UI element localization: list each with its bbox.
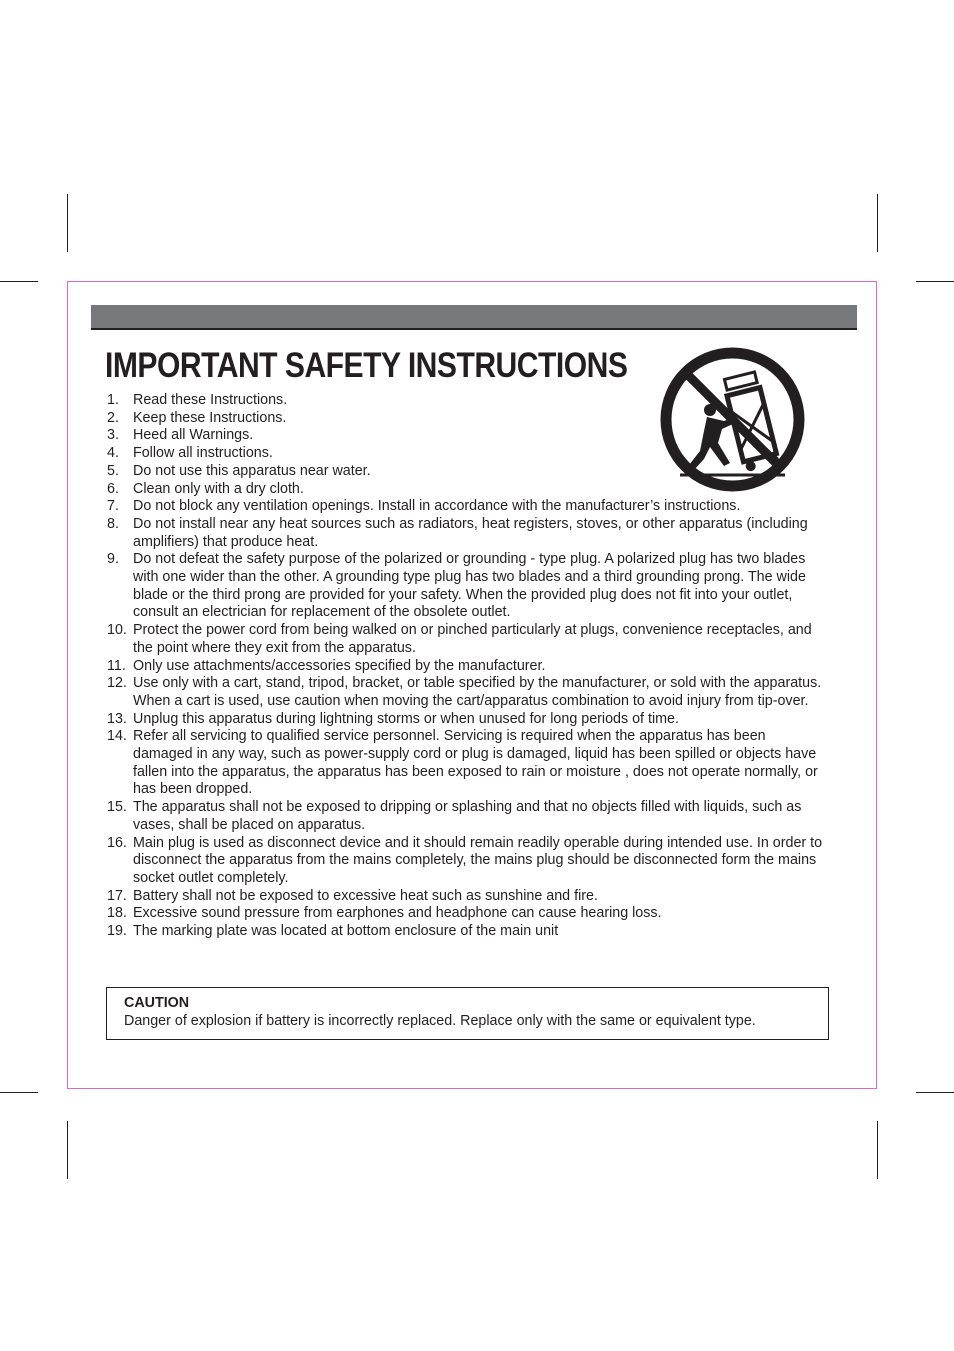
list-item-number: 7. <box>107 498 119 515</box>
list-item-number: 12. <box>107 675 127 692</box>
list-item-text: Do not block any ventilation openings. Install in accordance with the manufacturer’s instructions. <box>133 498 741 515</box>
list-item-text: Keep these Instructions. <box>133 409 287 426</box>
list-item-text: Refer all servicing to qualified service personnel. Servicing is required when the apparatus has been damaged in any way, such as power-supply cord or plug is damaged, liquid has been spilled or objects have fallen into the apparatus, the apparatus has been exposed to rain or moisture , does not operate normally, or has been dropped. <box>133 728 818 798</box>
list-item <box>107 728 827 799</box>
list-item <box>107 711 827 729</box>
list-item <box>107 410 827 428</box>
list-item <box>107 463 827 481</box>
list-item-text: Do not install near any heat sources such as radiators, heat registers, stoves, or other apparatus (including amplifiers) that produce heat. <box>133 515 808 550</box>
list-item-number: 17. <box>107 887 127 904</box>
crop-mark-top-right <box>877 194 878 252</box>
list-item <box>107 516 827 551</box>
list-item-text: Do not defeat the safety purpose of the polarized or grounding - type plug. A polarized plug has two blades with one wider than the other. A grounding type plug has two blades and a third grounding prong. The wide blade or the third prong are provided for your safety. When the provided plug does not fit into your outlet, consult an electrician for replacement of the obsolete outlet. <box>133 551 806 621</box>
list-item-number: 11. <box>107 657 126 674</box>
list-item-number: 18. <box>107 905 127 922</box>
list-item-text: Unplug this apparatus during lightning storms or when unused for long periods of time. <box>133 710 679 727</box>
list-item-text: Battery shall not be exposed to excessive heat such as sunshine and fire. <box>133 887 598 904</box>
list-item-text: Excessive sound pressure from earphones and headphone can cause hearing loss. <box>133 905 662 922</box>
caution-heading: CAUTION <box>124 995 190 1011</box>
list-item-number: 8. <box>107 515 119 532</box>
list-item-number: 15. <box>107 799 127 816</box>
list-item <box>107 392 827 410</box>
list-item <box>107 905 827 923</box>
list-item-text: Only use attachments/accessories specified by the manufacturer. <box>133 657 546 674</box>
list-item-text: Heed all Warnings. <box>133 427 254 444</box>
list-item-text: Clean only with a dry cloth. <box>133 480 304 497</box>
crop-mark-right-bottom <box>916 1092 954 1093</box>
list-item <box>107 675 827 710</box>
list-item-text: The apparatus shall not be exposed to dripping or splashing and that no objects filled with liquids, such as vases, shall be placed on apparatus. <box>133 799 802 833</box>
list-item-number: 10. <box>107 622 127 639</box>
list-item-number: 14. <box>107 728 127 745</box>
list-item-number: 5. <box>107 462 119 479</box>
list-item-text: Follow all instructions. <box>133 445 273 462</box>
list-item <box>107 888 827 906</box>
list-item-number: 9. <box>107 551 119 568</box>
list-item-number: 2. <box>107 409 119 426</box>
list-item-text: Main plug is used as disconnect device and it should remain readily operable during intended use. In order to disconnect the apparatus from the mains completely, the mains plug should be disconnected form the mains socket outlet completely. <box>133 834 823 886</box>
list-item <box>107 658 827 676</box>
list-item <box>107 923 827 941</box>
list-item <box>107 799 827 834</box>
list-item-number: 6. <box>107 480 119 497</box>
list-item <box>107 445 827 463</box>
list-item-number: 19. <box>107 923 127 940</box>
crop-mark-left-bottom <box>0 1092 38 1093</box>
list-item <box>107 481 827 499</box>
crop-mark-right-top <box>916 281 954 282</box>
list-item-number: 16. <box>107 834 127 851</box>
list-item-number: 1. <box>107 392 119 408</box>
list-item-text: Use only with a cart, stand, tripod, bracket, or table specified by the manufacturer, or sold with the apparatus. When a cart is used, use caution when moving the cart/apparatus combination to avoid injury from tip-over. <box>133 675 822 709</box>
crop-mark-top-left <box>67 194 68 252</box>
list-item <box>107 551 827 622</box>
list-item <box>107 835 827 888</box>
list-item <box>107 622 827 657</box>
list-item-text: The marking plate was located at bottom enclosure of the main unit <box>133 923 559 940</box>
instruction-list <box>107 392 827 941</box>
list-item-text: Read these Instructions. <box>133 392 288 408</box>
list-item-text: Do not use this apparatus near water. <box>133 462 371 479</box>
list-item-number: 4. <box>107 445 119 462</box>
caution-text: Danger of explosion if battery is incorrectly replaced. Replace only with the same or equivalent type. <box>124 1013 756 1029</box>
header-bar <box>91 305 857 330</box>
crop-mark-left-top <box>0 281 38 282</box>
caution-box <box>106 987 829 1040</box>
list-item-number: 13. <box>107 710 127 727</box>
crop-mark-bottom-left <box>67 1121 68 1179</box>
list-item <box>107 498 827 516</box>
list-item-text: Protect the power cord from being walked on or pinched particularly at plugs, convenience receptacles, and the point where they exit from the apparatus. <box>133 622 812 656</box>
list-item <box>107 427 827 445</box>
list-item-number: 3. <box>107 427 119 444</box>
crop-mark-bottom-right <box>877 1121 878 1179</box>
page-title: IMPORTANT SAFETY INSTRUCTIONS <box>105 346 628 385</box>
